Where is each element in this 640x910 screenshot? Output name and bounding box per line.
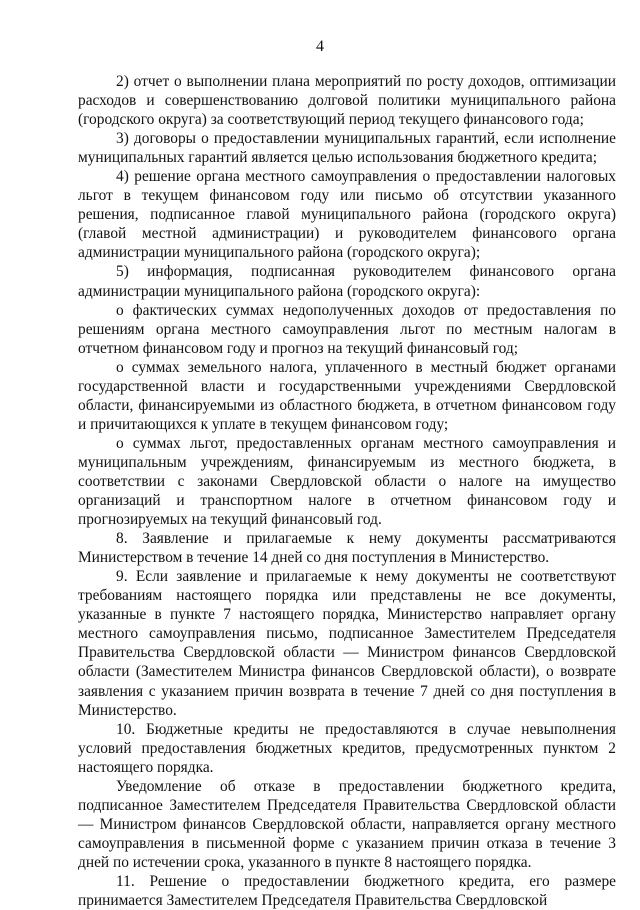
- document-body: [78, 72, 616, 910]
- paragraph-item-2: 2) отчет о выполнении плана мероприятий по росту доходов, оптимизации расходов и совершенствованию долговой политики муниципального района (городского округа) за соответствующий период текущего финансового года;: [78, 73, 616, 129]
- paragraph-land-tax: о суммах земельного налога, уплаченного в местный бюджет органами государственной власти и государственными учреждениями Свердловской области, финансируемыми из областного бюджета, в отчетном финансовом году и причитающихся к уплате в текущем финансовом году;: [78, 358, 616, 433]
- paragraph-tax-benefits: о суммах льгот, предоставленных органам местного самоуправления и муниципальным учреждениям, финансируемым из местного бюджета, в соответствии с законами Свердловской области о налоге на имущество организаций и транспортном налоге в отчетном финансовом году и прогнозируемых на текущий финансовый год.: [78, 434, 616, 529]
- paragraph-clause-11: 11. Решение о предоставлении бюджетного кредита, его размере принимается Заместителем Председателя Правительства Свердловской: [78, 872, 616, 910]
- paragraph-clause-9: 9. Если заявление и прилагаемые к нему документы не соответствуют требованиям настоящего порядка или представлены не все документы, указанные в пункте 7 настоящего порядка, Министерство направляет органу местного самоуправления письмо, подписанное Заместителем Председателя Правительства Свердловской области — Министром финансов Свердловской области (Заместителем Министра финансов Свердловской области), о возврате заявления с указанием причин возврата в течение 7 дней со дня поступления в Министерство.: [78, 568, 616, 719]
- paragraph-item-3: 3) договоры о предоставлении муниципальных гарантий, если исполнение муниципальных гарантий является целью использования бюджетного кредита;: [78, 130, 616, 167]
- paragraph-item-5: 5) информация, подписанная руководителем финансового органа администрации муниципального района (городского округа):: [78, 263, 616, 300]
- paragraph-clause-10: 10. Бюджетные кредиты не предоставляются в случае невыполнения условий предоставления бюджетных кредитов, предусмотренных пунктом 2 настоящего порядка.: [78, 720, 616, 776]
- page-number: 4: [316, 38, 324, 55]
- paragraph-lost-revenue: о фактических суммах недополученных доходов от предоставления по решениям органа местного самоуправления льгот по местным налогам в отчетном финансовом году и прогноз на текущий финансовый год;: [78, 301, 616, 357]
- paragraph-item-4: 4) решение органа местного самоуправления о предоставлении налоговых льгот в текущем финансовом году или письмо об отсутствии указанного решения, подписанное главой муниципального района (городского округа) (главой местной администрации) и руководителем финансового органа администрации муниципального района (городского округа);: [78, 168, 616, 262]
- paragraph-clause-8: 8. Заявление и прилагаемые к нему документы рассматриваются Министерством в течение 14 дней со дня поступления в Министерство.: [78, 530, 616, 567]
- paragraph-refusal-notice: Уведомление об отказе в предоставлении бюджетного кредита, подписанное Заместителем Председателя Правительства Свердловской области — Министром финансов Свердловской области, направляется органу местного самоуправления в письменной форме с указанием причин отказа в течение 3 дней по истечении срока, указанного в пункте 8 настоящего порядка.: [78, 777, 616, 871]
